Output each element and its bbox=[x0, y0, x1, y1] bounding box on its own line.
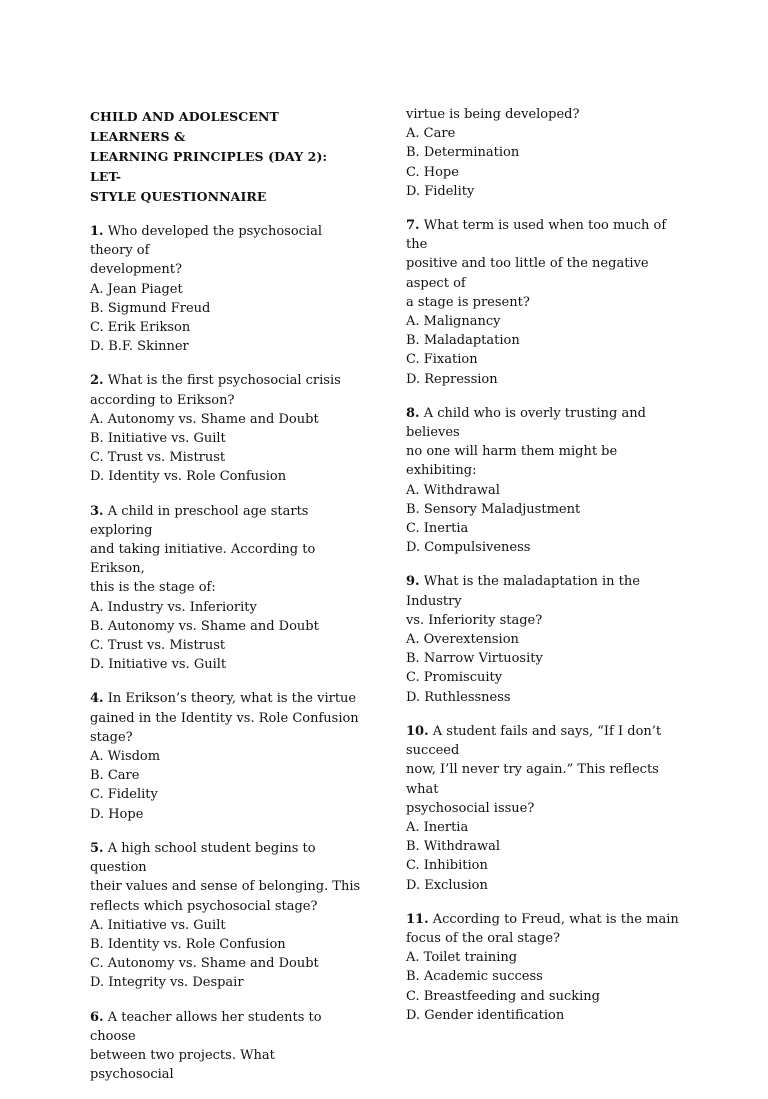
answer-option: D. Identity vs. Role Confusion bbox=[90, 469, 287, 485]
answer-option: D. Initiative vs. Guilt bbox=[90, 657, 227, 673]
question-text-line bbox=[406, 216, 686, 254]
question-text-line: between two projects. What psychosocial bbox=[90, 1047, 275, 1083]
answer-option: C. Trust vs. Mistrust bbox=[90, 450, 226, 466]
question-text-line: and taking initiative. According to Erikson, bbox=[90, 542, 316, 577]
answer-option: B. Determination bbox=[406, 145, 520, 161]
answer-option: C. Breastfeeding and sucking bbox=[406, 988, 600, 1004]
right-question-list bbox=[406, 216, 686, 1025]
question-number: 4. bbox=[90, 691, 104, 707]
answer-option: B. Identity vs. Role Confusion bbox=[90, 936, 286, 952]
answer-option: C. Fixation bbox=[406, 352, 478, 368]
question-block bbox=[90, 222, 362, 356]
answer-option: B. Withdrawal bbox=[406, 839, 501, 855]
answer-option: C. Inertia bbox=[406, 521, 469, 537]
answer-option: C. Trust vs. Mistrust bbox=[90, 638, 226, 654]
question-text-line bbox=[406, 404, 686, 442]
answer-option: A. Jean Piaget bbox=[90, 281, 183, 297]
question-block bbox=[406, 216, 686, 389]
question-text-line: no one will harm them might be exhibiting: bbox=[406, 444, 618, 479]
question-text-line: their values and sense of belonging. This bbox=[90, 879, 361, 895]
question-number: 1. bbox=[90, 224, 104, 239]
answer-option: D. Integrity vs. Despair bbox=[90, 975, 244, 991]
question-number: 11. bbox=[406, 911, 429, 927]
answer-option: A. Malignancy bbox=[406, 314, 501, 330]
question-number: 9. bbox=[406, 574, 420, 590]
answer-option: C. Erik Erikson bbox=[90, 320, 191, 336]
answer-option: A. Toilet training bbox=[406, 950, 518, 966]
answer-option: A. Overextension bbox=[406, 632, 519, 648]
question-text-line: this is the stage of: bbox=[90, 580, 216, 596]
title-line: STYLE QUESTIONNAIRE bbox=[90, 189, 267, 204]
question-text: What term is used when too much of the bbox=[406, 218, 667, 253]
answer-option: C. Autonomy vs. Shame and Doubt bbox=[90, 956, 319, 972]
question-text: A student fails and says, “If I don’t succeed bbox=[406, 723, 662, 759]
question-text-line: psychosocial issue? bbox=[406, 800, 535, 816]
title-line: LEARNING PRINCIPLES (DAY 2): LET- bbox=[90, 149, 328, 184]
question-text: A child who is overly trusting and believes bbox=[406, 405, 646, 441]
question-text-line: vs. Inferiority stage? bbox=[406, 612, 543, 628]
answer-option: A. Inertia bbox=[406, 819, 469, 835]
left-column bbox=[90, 107, 362, 1099]
question-number: 5. bbox=[90, 840, 104, 856]
answer-option: A. Initiative vs. Guilt bbox=[90, 917, 226, 933]
question-block bbox=[90, 502, 362, 675]
answer-option: B. Initiative vs. Guilt bbox=[90, 431, 226, 447]
question-text-line bbox=[90, 1008, 362, 1046]
question-6-continuation bbox=[406, 105, 686, 201]
question-block bbox=[406, 572, 686, 706]
question-text: According to Freud, what is the main bbox=[432, 911, 679, 927]
answer-option: A. Care bbox=[406, 126, 456, 142]
question-text-line: a stage is present? bbox=[406, 294, 530, 310]
document-title bbox=[90, 107, 362, 207]
question-text-line bbox=[90, 222, 362, 260]
question-text-line: reflects which psychosocial stage? bbox=[90, 898, 318, 914]
question-block bbox=[406, 722, 686, 895]
answer-option: B. Maladaptation bbox=[406, 333, 520, 349]
answer-option: D. Exclusion bbox=[406, 877, 488, 893]
question-text: A child in preschool age starts exploring bbox=[90, 503, 309, 538]
left-question-list bbox=[90, 222, 362, 1084]
answer-option: B. Care bbox=[90, 768, 140, 784]
question-block bbox=[406, 404, 686, 558]
question-text-line: virtue is being developed? bbox=[406, 107, 580, 122]
right-column bbox=[406, 107, 686, 1040]
question-block bbox=[90, 839, 362, 993]
answer-option: B. Academic success bbox=[406, 969, 543, 985]
answer-option: A. Withdrawal bbox=[406, 482, 500, 498]
question-text: What is the maladaptation in the Industry bbox=[406, 574, 640, 609]
title-line: CHILD AND ADOLESCENT LEARNERS & bbox=[90, 109, 279, 144]
question-block bbox=[90, 371, 362, 486]
question-text-line bbox=[90, 502, 362, 540]
question-text-line bbox=[90, 371, 362, 390]
answer-option: C. Hope bbox=[406, 164, 459, 180]
question-text-line: focus of the oral stage? bbox=[406, 930, 561, 946]
answer-option: C. Inhibition bbox=[406, 858, 488, 874]
question-number: 8. bbox=[406, 405, 420, 421]
question-text-line bbox=[90, 689, 362, 708]
question-block bbox=[406, 910, 686, 1025]
question-number: 3. bbox=[90, 503, 104, 519]
question-block bbox=[90, 689, 362, 823]
question-text-line bbox=[406, 910, 686, 929]
answer-option: D. Fidelity bbox=[406, 183, 475, 199]
answer-option: D. Ruthlessness bbox=[406, 689, 511, 705]
question-number: 10. bbox=[406, 723, 429, 739]
answer-option: B. Sigmund Freud bbox=[90, 300, 211, 316]
question-text: What is the first psychosocial crisis bbox=[107, 373, 341, 389]
question-text-line bbox=[406, 572, 686, 610]
answer-option: A. Autonomy vs. Shame and Doubt bbox=[90, 411, 319, 427]
question-text-line bbox=[406, 722, 686, 760]
answer-option: B. Narrow Virtuosity bbox=[406, 651, 543, 667]
question-text-line: stage? bbox=[90, 729, 133, 745]
question-text-line: positive and too little of the negative aspect of bbox=[406, 256, 649, 291]
question-text: A high school student begins to question bbox=[90, 840, 316, 876]
question-text: In Erikson’s theory, what is the virtue bbox=[107, 691, 357, 707]
answer-option: D. Hope bbox=[90, 806, 144, 822]
question-number: 2. bbox=[90, 373, 104, 389]
question-text-line: now, I’ll never try again.” This reflects what bbox=[406, 762, 659, 797]
question-text-line: gained in the Identity vs. Role Confusion bbox=[90, 710, 359, 726]
question-number: 7. bbox=[406, 218, 420, 234]
answer-option: D. Repression bbox=[406, 371, 498, 387]
question-text: Who developed the psychosocial theory of bbox=[90, 224, 323, 259]
answer-option: D. Gender identification bbox=[406, 1007, 565, 1023]
question-text-line: according to Erikson? bbox=[90, 392, 235, 408]
question-number: 6. bbox=[90, 1009, 104, 1025]
answer-option: D. Compulsiveness bbox=[406, 540, 531, 556]
question-text: A teacher allows her students to choose bbox=[90, 1009, 322, 1044]
question-text-line bbox=[90, 839, 362, 877]
answer-option: A. Industry vs. Inferiority bbox=[90, 599, 257, 615]
answer-option: C. Promiscuity bbox=[406, 670, 503, 686]
answer-option: A. Wisdom bbox=[90, 749, 161, 765]
question-block bbox=[90, 1008, 362, 1085]
question-text-line: development? bbox=[90, 262, 182, 278]
answer-option: D. B.F. Skinner bbox=[90, 339, 189, 355]
answer-option: C. Fidelity bbox=[90, 787, 158, 803]
answer-option: B. Sensory Maladjustment bbox=[406, 501, 581, 517]
answer-option: B. Autonomy vs. Shame and Doubt bbox=[90, 618, 319, 634]
